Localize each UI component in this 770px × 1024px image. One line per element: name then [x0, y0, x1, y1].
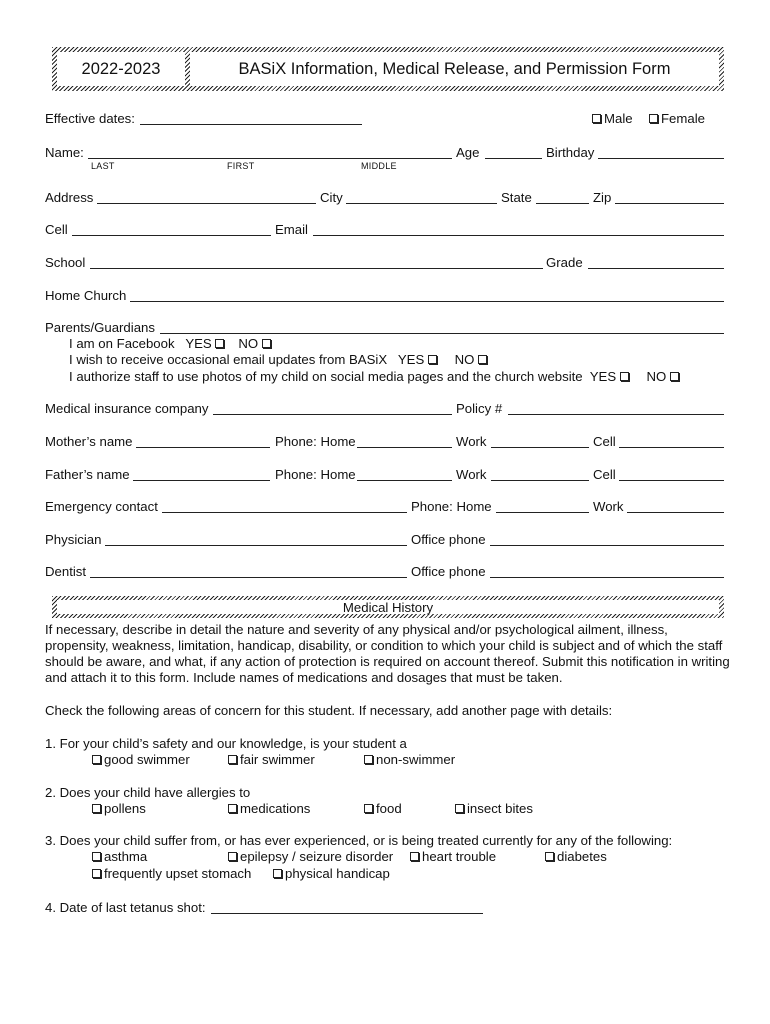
male-checkbox[interactable]: [592, 114, 601, 123]
cell-label: Cell: [45, 222, 68, 237]
female-option[interactable]: Female: [649, 111, 705, 126]
upset-stomach-checkbox[interactable]: [92, 869, 101, 878]
dentist-office-phone-label: Office phone: [411, 564, 486, 579]
mother-label: Mother’s name: [45, 434, 133, 449]
middle-caption: MIDDLE: [361, 161, 397, 171]
physician-office-phone-field[interactable]: [490, 545, 724, 546]
emergency-work-label: Work: [593, 499, 624, 514]
facebook-yes-checkbox[interactable]: [215, 339, 224, 348]
email-updates-yes-checkbox[interactable]: [428, 355, 437, 364]
good-swimmer-checkbox[interactable]: [92, 755, 101, 764]
check-intro: Check the following areas of concern for this student. If necessary, add another page with details:: [45, 703, 613, 718]
name-field[interactable]: [88, 158, 452, 159]
address-label: Address: [45, 190, 94, 205]
parents-label: Parents/Guardians: [45, 320, 155, 335]
first-caption: FIRST: [227, 161, 255, 171]
medications-option[interactable]: medications: [228, 801, 310, 816]
diabetes-option[interactable]: diabetes: [545, 849, 607, 864]
birthday-field[interactable]: [598, 158, 724, 159]
non-swimmer-option[interactable]: non-swimmer: [364, 752, 455, 767]
fair-swimmer-checkbox[interactable]: [228, 755, 237, 764]
pollens-option[interactable]: pollens: [92, 801, 146, 816]
father-work-label: Work: [456, 467, 487, 482]
mother-work-label: Work: [456, 434, 487, 449]
zip-label: Zip: [593, 190, 612, 205]
email-updates-line: I wish to receive occasional email updates from BASiX YES NO: [69, 352, 490, 367]
father-work-field[interactable]: [491, 480, 589, 481]
effective-dates-label: Effective dates:: [45, 111, 135, 126]
physical-handicap-option[interactable]: physical handicap: [273, 866, 390, 881]
facebook-no-checkbox[interactable]: [262, 339, 271, 348]
epilepsy-option[interactable]: epilepsy / seizure disorder: [228, 849, 393, 864]
male-option[interactable]: Male: [592, 111, 633, 126]
insect-bites-option[interactable]: insect bites: [455, 801, 533, 816]
insurance-label: Medical insurance company: [45, 401, 209, 416]
asthma-checkbox[interactable]: [92, 852, 101, 861]
medical-paragraph: If necessary, describe in detail the nature and severity of any physical and/or psychological ailment, illness, propensity, weakness, limitation, handicap, disability, or condition to which your child is subject and of which the staff should be aware, and what, if any action of protection is required on account thereof. Submit this notification in writing and attach it to this form. Include names of medications and dosages that must be taken.: [45, 622, 730, 685]
mother-cell-field[interactable]: [619, 447, 724, 448]
insect-bites-checkbox[interactable]: [455, 804, 464, 813]
father-cell-field[interactable]: [619, 480, 724, 481]
father-name-field[interactable]: [133, 480, 270, 481]
diabetes-checkbox[interactable]: [545, 852, 554, 861]
birthday-label: Birthday: [546, 145, 595, 160]
emergency-phone-home-field[interactable]: [496, 512, 589, 513]
medical-history-heading: Medical History: [342, 600, 434, 615]
pollens-checkbox[interactable]: [92, 804, 101, 813]
email-field[interactable]: [313, 235, 724, 236]
dentist-label: Dentist: [45, 564, 87, 579]
food-option[interactable]: food: [364, 801, 402, 816]
grade-label: Grade: [546, 255, 583, 270]
question-3: 3. Does your child suffer from, or has ever experienced, or is being treated currently for any of the following:: [45, 833, 673, 848]
mother-phone-home-label: Phone: Home: [275, 434, 356, 449]
father-phone-home-label: Phone: Home: [275, 467, 356, 482]
heart-trouble-option[interactable]: heart trouble: [410, 849, 496, 864]
photos-yes-checkbox[interactable]: [620, 372, 629, 381]
physician-office-phone-label: Office phone: [411, 532, 486, 547]
epilepsy-checkbox[interactable]: [228, 852, 237, 861]
policy-field[interactable]: [508, 414, 724, 415]
zip-field[interactable]: [615, 203, 724, 204]
physician-field[interactable]: [105, 545, 407, 546]
name-label: Name:: [45, 145, 84, 160]
age-field[interactable]: [485, 158, 542, 159]
cell-field[interactable]: [72, 235, 271, 236]
email-updates-no-checkbox[interactable]: [478, 355, 487, 364]
form-title: BASiX Information, Medical Release, and Permission Form: [238, 60, 671, 78]
question-2: 2. Does your child have allergies to: [45, 785, 251, 800]
mother-work-field[interactable]: [491, 447, 589, 448]
last-caption: LAST: [91, 161, 115, 171]
question-4: 4. Date of last tetanus shot:: [45, 900, 206, 915]
photos-line: I authorize staff to use photos of my child on social media pages and the church website YES NO: [69, 369, 682, 384]
state-field[interactable]: [536, 203, 589, 204]
upset-stomach-option[interactable]: frequently upset stomach: [92, 866, 251, 881]
grade-field[interactable]: [588, 268, 724, 269]
insurance-field[interactable]: [213, 414, 452, 415]
tetanus-date-field[interactable]: [211, 913, 483, 914]
food-checkbox[interactable]: [364, 804, 373, 813]
fair-swimmer-option[interactable]: fair swimmer: [228, 752, 315, 767]
female-checkbox[interactable]: [649, 114, 658, 123]
school-label: School: [45, 255, 86, 270]
home-church-label: Home Church: [45, 288, 127, 303]
question-1: 1. For your child’s safety and our knowledge, is your student a: [45, 736, 407, 751]
father-label: Father’s name: [45, 467, 130, 482]
photos-no-checkbox[interactable]: [670, 372, 679, 381]
mother-cell-label: Cell: [593, 434, 616, 449]
good-swimmer-option[interactable]: good swimmer: [92, 752, 190, 767]
father-cell-label: Cell: [593, 467, 616, 482]
heart-trouble-checkbox[interactable]: [410, 852, 419, 861]
non-swimmer-checkbox[interactable]: [364, 755, 373, 764]
age-label: Age: [456, 145, 480, 160]
school-field[interactable]: [90, 268, 543, 269]
city-label: City: [320, 190, 343, 205]
emergency-work-field[interactable]: [627, 512, 724, 513]
policy-label: Policy #: [456, 401, 503, 416]
asthma-option[interactable]: asthma: [92, 849, 147, 864]
state-label: State: [501, 190, 532, 205]
emergency-label: Emergency contact: [45, 499, 158, 514]
father-phone-home-field[interactable]: [357, 480, 452, 481]
emergency-field[interactable]: [162, 512, 407, 513]
facebook-line: I am on Facebook YES NO: [69, 336, 274, 351]
medications-checkbox[interactable]: [228, 804, 237, 813]
mother-phone-home-field[interactable]: [357, 447, 452, 448]
dentist-field[interactable]: [90, 577, 407, 578]
mother-name-field[interactable]: [136, 447, 270, 448]
effective-dates-field[interactable]: [140, 124, 362, 125]
email-label: Email: [275, 222, 308, 237]
physician-label: Physician: [45, 532, 102, 547]
form-year: 2022-2023: [81, 60, 161, 78]
city-field[interactable]: [346, 203, 497, 204]
physical-handicap-checkbox[interactable]: [273, 869, 282, 878]
address-field[interactable]: [97, 203, 316, 204]
dentist-office-phone-field[interactable]: [490, 577, 724, 578]
parents-field[interactable]: [160, 333, 724, 334]
emergency-phone-home-label: Phone: Home: [411, 499, 492, 514]
home-church-field[interactable]: [130, 301, 724, 302]
